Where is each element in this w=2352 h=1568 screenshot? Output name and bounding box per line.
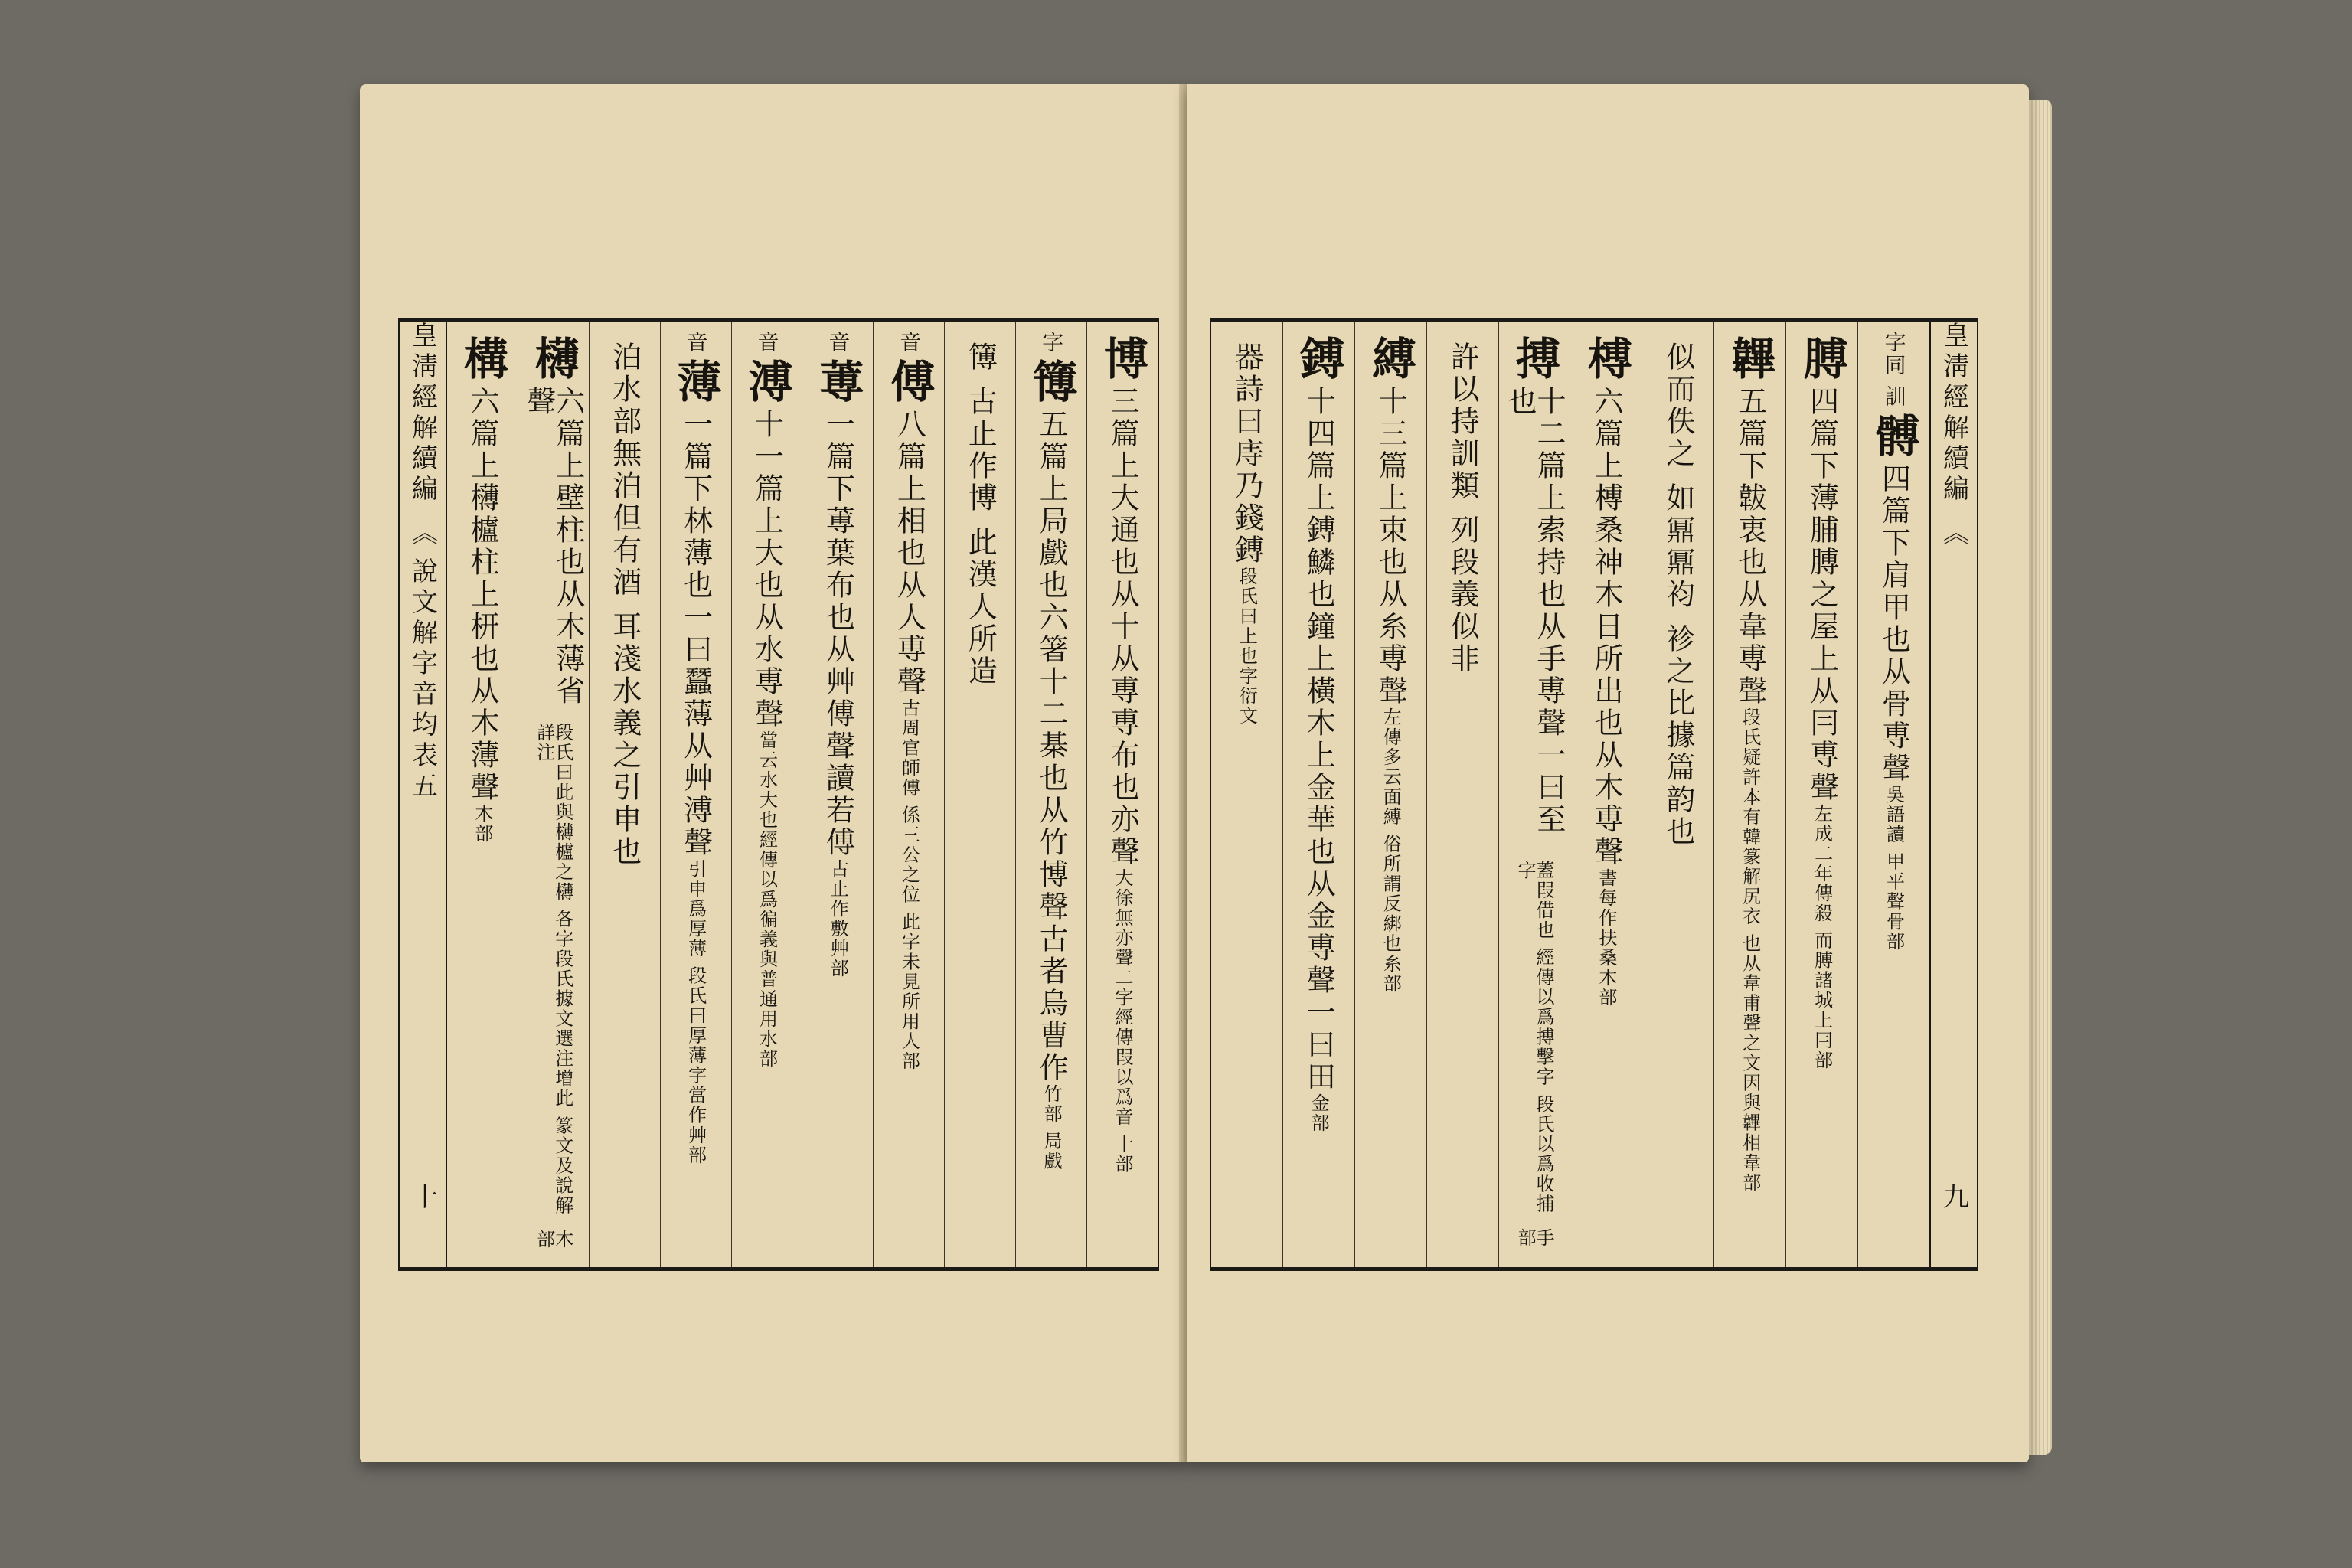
column-text: 一篇下林薄也一曰蠶薄从艸溥聲 [678,409,713,859]
column-text: 似而佚之 如鼏鼏袀 袗之比據篇韵也 [1661,341,1695,849]
column-note: 糸部 [1380,953,1402,994]
column-text: 泊水部無泊但有酒 耳淺水義之引申也 [607,341,642,869]
column-annotation: 書每作扶桑 [1595,868,1617,968]
column-note: 木部 [533,1229,573,1250]
headword: 膊 [1795,335,1848,380]
text-column [1642,322,1713,1267]
column-note: 音 十部 [1112,1107,1134,1174]
fishtail-marker: ︽ [407,519,438,550]
column-note: 艸部 [684,1125,707,1165]
open-book [337,84,2044,1524]
text-column [1498,322,1570,1267]
column-text: 六篇上榑桑神木日所出也从木尃聲 [1589,386,1623,868]
column-annotation: 引申爲厚薄 段氏曰厚薄字當作 [684,859,707,1125]
text-column [802,322,873,1267]
column-text: 十二篇上索持也从手尃聲一曰至也 [1503,386,1566,836]
text-column [1015,322,1086,1267]
column-text: 十三篇上束也从糸尃聲 [1374,386,1408,707]
column-text: 四篇下薄脯膊之屋上从冃尃聲 [1805,386,1839,804]
headword: 蒪 [812,358,864,403]
text-column [873,322,944,1267]
column-text: 器詩曰庤乃錢鎛 [1230,341,1264,567]
left-page-frame [398,318,1159,1271]
headword: 博 [1096,335,1149,380]
column-note: 人部 [898,1031,920,1072]
column-note: 水部 [756,1029,778,1069]
right-margin-column [1929,322,1977,1267]
headword: 榑 [1579,335,1632,380]
fishtail-marker: ︽ [1938,519,1969,550]
text-column [518,322,589,1267]
column-prefix: 音 [754,331,780,354]
column-annotation: 吳語讀 甲平聲 [1883,784,1905,912]
headword: 傅 [883,358,936,403]
column-text: 十四篇上鎛鱗也鐘上橫木上金華也从金尃聲一曰田 [1302,386,1336,1093]
column-text: 五篇上局戲也六箸十二棊也从竹博聲古者烏曹作 [1034,409,1069,1084]
text-column [1211,322,1282,1267]
headword: 欂 [527,335,580,380]
left-margin-column [400,322,447,1267]
text-column [1570,322,1642,1267]
text-column [1785,322,1857,1267]
headword: 薄 [669,358,722,403]
headword: 搏 [1508,335,1561,380]
text-column [660,322,731,1267]
column-note: 韋部 [1739,1152,1761,1193]
column-text: 十一篇上大也从水尃聲 [750,409,784,730]
right-page [1187,84,2029,1462]
column-text: 四篇下肩甲也从骨尃聲 [1877,462,1911,785]
text-column [1426,322,1498,1267]
column-annotation: 蓋叚借也 經傳以爲搏擊字 段氏以爲收捕字 [1514,861,1555,1214]
right-text-columns [1211,322,1929,1267]
column-prefix: 音 [825,331,851,354]
column-annotation: 大徐無亦聲二字經傳叚以爲 [1112,868,1134,1107]
text-column [731,322,802,1267]
column-text: 三篇上大通也从十从尃尃布也亦聲 [1106,386,1140,868]
column-annotation: 段氏疑許本有韓篆解尻衣 也从韋甫聲之文因與韠相 [1739,707,1761,1153]
column-note: 金部 [1308,1093,1330,1133]
column-note: 手部 [1514,1227,1555,1248]
column-prefix: 字 [1039,331,1065,354]
headword: 簙 [1025,358,1078,403]
left-folio-number: 十 [407,1183,438,1214]
left-margin-title: 皇淸經解續編 [407,322,438,505]
headword: 構 [456,335,508,380]
text-column [1086,322,1158,1267]
column-annotation: 段氏曰上也字衍文 [1236,567,1258,726]
column-text: 簙 古止作博 此漢人所造 [963,341,998,688]
headword: 韠 [1723,335,1776,380]
text-column [447,322,518,1267]
column-text: 八篇上相也从人尃聲 [892,409,926,698]
column-text: 一篇下蒪葉布也从艸傅聲讀若傅 [821,409,855,859]
column-note: 木部 [471,804,493,844]
right-folio-number: 九 [1938,1183,1969,1214]
column-annotation: 段氏曰此與欂櫨之欂 各字段氏據文選注增此 篆文及說解詳注 [533,722,573,1215]
column-prefix: 音 [897,331,923,354]
column-annotation: 左成二年傳殺 而膊諸城上 [1811,804,1833,1031]
headword: 鎛 [1292,335,1345,380]
right-margin-title: 皇淸經解續編 [1938,322,1969,505]
column-text: 六篇上壁柱也从木薄省聲 [521,386,585,707]
column-note: 木部 [1595,968,1617,1008]
column-text: 許以持訓類 列段義似非 [1446,341,1480,676]
headword: 縛 [1364,335,1417,380]
text-column [944,322,1015,1267]
column-note: 骨部 [1883,911,1905,952]
headword: 髆 [1867,412,1920,457]
column-annotation: 左傳多云面縛 俗所謂反綁也 [1380,707,1402,954]
column-note: 冃部 [1811,1030,1833,1070]
column-text: 六篇上欂櫨柱上枅也从木薄聲 [465,386,499,804]
column-annotation: 古周官師傅 係三公之位 此字未見所用 [898,698,920,1032]
left-margin-subtitle: 說文解字音均表五 [407,557,438,802]
text-column [1857,322,1929,1267]
column-annotation: 竹部 局戲 [1040,1084,1063,1171]
column-text: 五篇下韍衷也从韋尃聲 [1733,386,1767,707]
column-prefix: 音 [683,331,709,354]
text-column [1354,322,1426,1267]
column-note: 艸部 [827,939,849,978]
text-column [1713,322,1785,1267]
right-page-frame [1210,318,1978,1271]
headword: 溥 [740,358,793,403]
column-annotation: 當云水大也經傳以爲徧義與普通用 [756,730,778,1029]
column-prefix: 字同 訓 [1881,331,1907,408]
text-column [589,322,660,1267]
left-page [360,84,1187,1462]
text-column [1282,322,1354,1267]
left-text-columns [447,322,1158,1267]
column-annotation: 古止作敷 [827,859,849,939]
